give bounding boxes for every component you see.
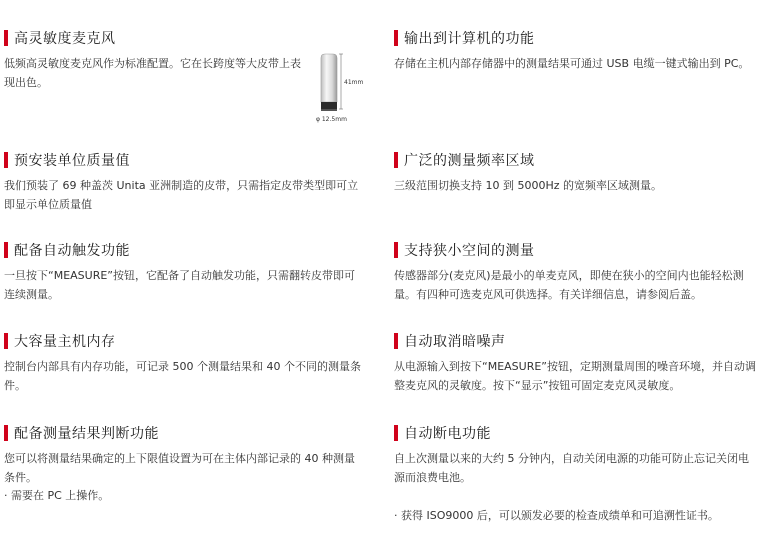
red-bar-icon [4,333,8,349]
feature-title: 自动取消暗噪声 [404,334,506,350]
feature-heading [4,424,364,442]
feature-description: 存储在主机内部存储器中的测量结果可通过 USB 电缆一键式输出到 PC。 [394,57,750,70]
feature-heading [394,151,756,169]
feature-heading [394,332,756,350]
red-bar-icon [394,242,398,258]
feature-description: 我们预装了 69 种盖茨 Unita 亚洲制造的皮带，只需指定皮带类型即可立即显示单位质量值 [4,179,359,211]
feature-title: 高灵敏度麦克风 [14,31,116,47]
feature-description: 从电源输入到按下“MEASURE”按钮，定期测量周围的噪音环境，并自动调整麦克风的灵敏度。按下“显示”按钮可固定麦克风灵敏度。 [394,360,756,392]
feature-auto-power-off [394,424,756,487]
feature-heading [4,241,364,259]
feature-auto-noise-cancel [394,332,756,395]
feature-title: 预安装单位质量值 [14,153,130,169]
feature-description: 您可以将测量结果确定的上下限值设置为可在主体内部记录的 40 种测量条件。 [4,452,355,484]
feature-pc-output [394,29,756,73]
feature-title: 输出到计算机的功能 [404,31,535,47]
feature-heading [394,241,756,259]
note-pc-operation: · 需要在 PC 上操作。 [4,489,110,502]
feature-title: 配备测量结果判断功能 [14,426,159,442]
feature-auto-trigger [4,241,364,304]
feature-title: 大容量主机内存 [14,334,116,350]
feature-description: 三级范围切换支持 10 到 5000Hz 的宽频率区域测量。 [394,179,663,192]
feature-heading [4,151,364,169]
feature-description: 低频高灵敏度麦克风作为标准配置。它在长跨度等大皮带上表现出色。 [4,57,301,89]
height-dimension-label: 41mm [344,79,364,86]
feature-title: 广泛的测量频率区域 [404,153,535,169]
feature-large-memory [4,332,364,395]
feature-preinstalled-unit-mass [4,151,364,214]
feature-description: 自上次测量以来的大约 5 分钟内，自动关闭电源的功能可防止忘记关闭电源而浪费电池。 [394,452,749,484]
feature-heading [394,424,756,442]
red-bar-icon [4,425,8,441]
diameter-dimension-label: φ 12.5mm [316,116,347,123]
red-bar-icon [394,333,398,349]
feature-description: 一旦按下“MEASURE”按钮，它配备了自动触发功能，只需翻转皮带即可连续测量。 [4,269,355,301]
red-bar-icon [394,30,398,46]
note-iso9000: · 获得 ISO9000 后，可以颁发必要的检查成绩单和可追溯性证书。 [394,509,719,522]
feature-wide-frequency [394,151,756,195]
feature-result-judgment [4,424,364,487]
feature-title: 支持狭小空间的测量 [404,243,535,259]
red-bar-icon [4,30,8,46]
red-bar-icon [4,242,8,258]
microphone-illustration [305,52,375,132]
feature-description: 传感器部分(麦克风)是最小的单麦克风，即使在狭小的空间内也能轻松测量。有四种可选麦克风可供选择。有关详细信息，请参阅后盖。 [394,269,744,301]
feature-description: 控制台内部具有内存功能，可记录 500 个测量结果和 40 个不同的测量条件。 [4,360,361,392]
microphone-icon [305,52,375,132]
feature-heading [4,332,364,350]
feature-narrow-space [394,241,756,304]
feature-title: 自动断电功能 [404,426,491,442]
red-bar-icon [4,152,8,168]
feature-heading [4,29,364,47]
red-bar-icon [394,152,398,168]
feature-heading [394,29,756,47]
red-bar-icon [394,425,398,441]
feature-title: 配备自动触发功能 [14,243,130,259]
